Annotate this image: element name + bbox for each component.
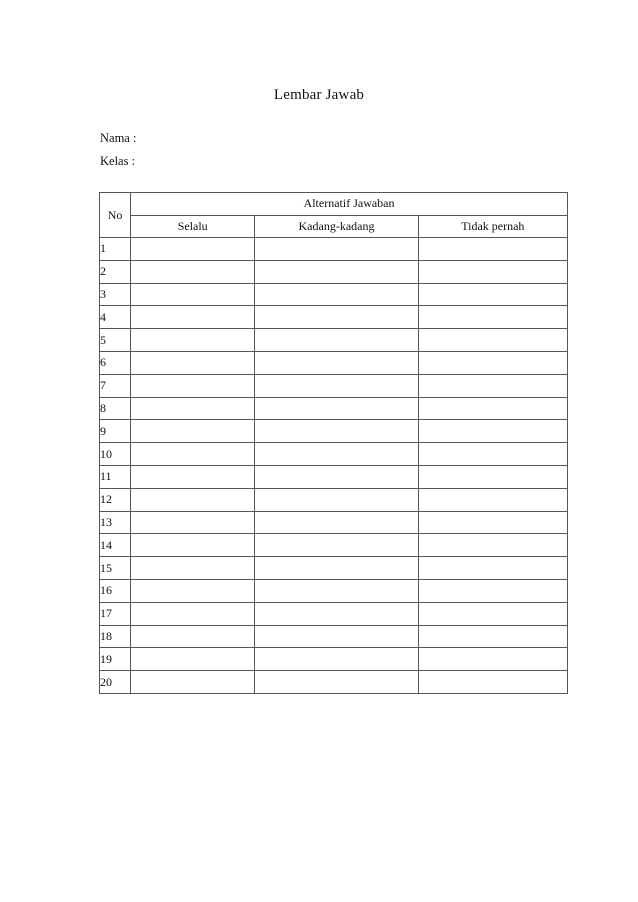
row-number: 4 bbox=[100, 306, 131, 329]
row-number: 13 bbox=[100, 511, 131, 534]
answer-table bbox=[99, 192, 568, 694]
table-row bbox=[100, 488, 568, 511]
answer-cell-kadang-kadang[interactable] bbox=[255, 420, 418, 443]
answer-cell-tidak-pernah[interactable] bbox=[418, 488, 567, 511]
answer-cell-kadang-kadang[interactable] bbox=[255, 579, 418, 602]
table-row bbox=[100, 557, 568, 580]
row-number: 19 bbox=[100, 648, 131, 671]
answer-cell-tidak-pernah[interactable] bbox=[418, 283, 567, 306]
answer-cell-kadang-kadang[interactable] bbox=[255, 511, 418, 534]
answer-cell-tidak-pernah[interactable] bbox=[418, 671, 567, 694]
row-number: 6 bbox=[100, 351, 131, 374]
answer-cell-kadang-kadang[interactable] bbox=[255, 534, 418, 557]
answer-cell-tidak-pernah[interactable] bbox=[418, 443, 567, 466]
table-row bbox=[100, 306, 568, 329]
answer-cell-selalu[interactable] bbox=[131, 648, 255, 671]
row-number: 1 bbox=[100, 238, 131, 261]
answer-cell-selalu[interactable] bbox=[131, 374, 255, 397]
answer-cell-kadang-kadang[interactable] bbox=[255, 306, 418, 329]
answer-cell-tidak-pernah[interactable] bbox=[418, 329, 567, 352]
row-number: 17 bbox=[100, 602, 131, 625]
answer-cell-tidak-pernah[interactable] bbox=[418, 625, 567, 648]
document-title: Lembar Jawab bbox=[273, 87, 365, 103]
answer-cell-tidak-pernah[interactable] bbox=[418, 420, 567, 443]
row-number: 5 bbox=[100, 329, 131, 352]
table-row bbox=[100, 420, 568, 443]
answer-cell-tidak-pernah[interactable] bbox=[418, 397, 567, 420]
alternatif-jawaban-header: Alternatif Jawaban bbox=[131, 193, 568, 216]
table-row bbox=[100, 443, 568, 466]
answer-cell-selalu[interactable] bbox=[131, 238, 255, 261]
answer-cell-tidak-pernah[interactable] bbox=[418, 534, 567, 557]
answer-cell-kadang-kadang[interactable] bbox=[255, 557, 418, 580]
answer-cell-selalu[interactable] bbox=[131, 511, 255, 534]
answer-table-header bbox=[100, 193, 568, 238]
class-field-label: Kelas : bbox=[100, 154, 136, 168]
answer-cell-kadang-kadang[interactable] bbox=[255, 283, 418, 306]
answer-cell-tidak-pernah[interactable] bbox=[418, 260, 567, 283]
answer-cell-tidak-pernah[interactable] bbox=[418, 465, 567, 488]
answer-cell-selalu[interactable] bbox=[131, 579, 255, 602]
answer-cell-selalu[interactable] bbox=[131, 671, 255, 694]
answer-cell-selalu[interactable] bbox=[131, 351, 255, 374]
answer-cell-kadang-kadang[interactable] bbox=[255, 260, 418, 283]
table-row bbox=[100, 238, 568, 261]
name-field-label: Nama : bbox=[100, 131, 137, 145]
answer-cell-kadang-kadang[interactable] bbox=[255, 488, 418, 511]
answer-cell-kadang-kadang[interactable] bbox=[255, 465, 418, 488]
answer-cell-tidak-pernah[interactable] bbox=[418, 511, 567, 534]
row-number: 8 bbox=[100, 397, 131, 420]
answer-cell-tidak-pernah[interactable] bbox=[418, 351, 567, 374]
row-number: 18 bbox=[100, 625, 131, 648]
row-number: 3 bbox=[100, 283, 131, 306]
answer-cell-selalu[interactable] bbox=[131, 602, 255, 625]
answer-cell-tidak-pernah[interactable] bbox=[418, 602, 567, 625]
tidak-pernah-column-header: Tidak pernah bbox=[418, 215, 567, 238]
row-number: 20 bbox=[100, 671, 131, 694]
row-number: 16 bbox=[100, 579, 131, 602]
answer-cell-tidak-pernah[interactable] bbox=[418, 374, 567, 397]
table-row bbox=[100, 671, 568, 694]
answer-cell-selalu[interactable] bbox=[131, 260, 255, 283]
answer-cell-tidak-pernah[interactable] bbox=[418, 579, 567, 602]
row-number: 10 bbox=[100, 443, 131, 466]
answer-cell-selalu[interactable] bbox=[131, 443, 255, 466]
row-number: 2 bbox=[100, 260, 131, 283]
no-column-header: No bbox=[100, 193, 131, 238]
answer-cell-kadang-kadang[interactable] bbox=[255, 648, 418, 671]
table-row bbox=[100, 648, 568, 671]
selalu-column-header: Selalu bbox=[131, 215, 255, 238]
answer-cell-kadang-kadang[interactable] bbox=[255, 602, 418, 625]
table-row bbox=[100, 511, 568, 534]
table-row bbox=[100, 602, 568, 625]
table-row bbox=[100, 260, 568, 283]
answer-cell-kadang-kadang[interactable] bbox=[255, 329, 418, 352]
row-number: 9 bbox=[100, 420, 131, 443]
table-row bbox=[100, 283, 568, 306]
answer-cell-selalu[interactable] bbox=[131, 329, 255, 352]
answer-cell-tidak-pernah[interactable] bbox=[418, 557, 567, 580]
row-number: 12 bbox=[100, 488, 131, 511]
table-row bbox=[100, 329, 568, 352]
answer-cell-selalu[interactable] bbox=[131, 397, 255, 420]
answer-cell-kadang-kadang[interactable] bbox=[255, 671, 418, 694]
row-number: 14 bbox=[100, 534, 131, 557]
answer-cell-tidak-pernah[interactable] bbox=[418, 648, 567, 671]
answer-cell-selalu[interactable] bbox=[131, 420, 255, 443]
answer-cell-kadang-kadang[interactable] bbox=[255, 625, 418, 648]
kadang-kadang-column-header: Kadang-kadang bbox=[255, 215, 418, 238]
answer-cell-kadang-kadang[interactable] bbox=[255, 397, 418, 420]
answer-cell-selalu[interactable] bbox=[131, 625, 255, 648]
table-row bbox=[100, 625, 568, 648]
row-number: 15 bbox=[100, 557, 131, 580]
answer-table-body bbox=[100, 238, 568, 694]
answer-cell-kadang-kadang[interactable] bbox=[255, 374, 418, 397]
answer-cell-tidak-pernah[interactable] bbox=[418, 238, 567, 261]
table-row bbox=[100, 465, 568, 488]
table-row bbox=[100, 534, 568, 557]
answer-cell-selalu[interactable] bbox=[131, 283, 255, 306]
table-row bbox=[100, 374, 568, 397]
table-row bbox=[100, 397, 568, 420]
answer-cell-selalu[interactable] bbox=[131, 534, 255, 557]
answer-cell-tidak-pernah[interactable] bbox=[418, 306, 567, 329]
answer-cell-kadang-kadang[interactable] bbox=[255, 351, 418, 374]
table-row bbox=[100, 579, 568, 602]
table-row bbox=[100, 351, 568, 374]
answer-cell-selalu[interactable] bbox=[131, 488, 255, 511]
answer-cell-selalu[interactable] bbox=[131, 465, 255, 488]
answer-cell-kadang-kadang[interactable] bbox=[255, 238, 418, 261]
row-number: 11 bbox=[100, 465, 131, 488]
answer-cell-selalu[interactable] bbox=[131, 306, 255, 329]
answer-cell-kadang-kadang[interactable] bbox=[255, 443, 418, 466]
answer-cell-selalu[interactable] bbox=[131, 557, 255, 580]
row-number: 7 bbox=[100, 374, 131, 397]
